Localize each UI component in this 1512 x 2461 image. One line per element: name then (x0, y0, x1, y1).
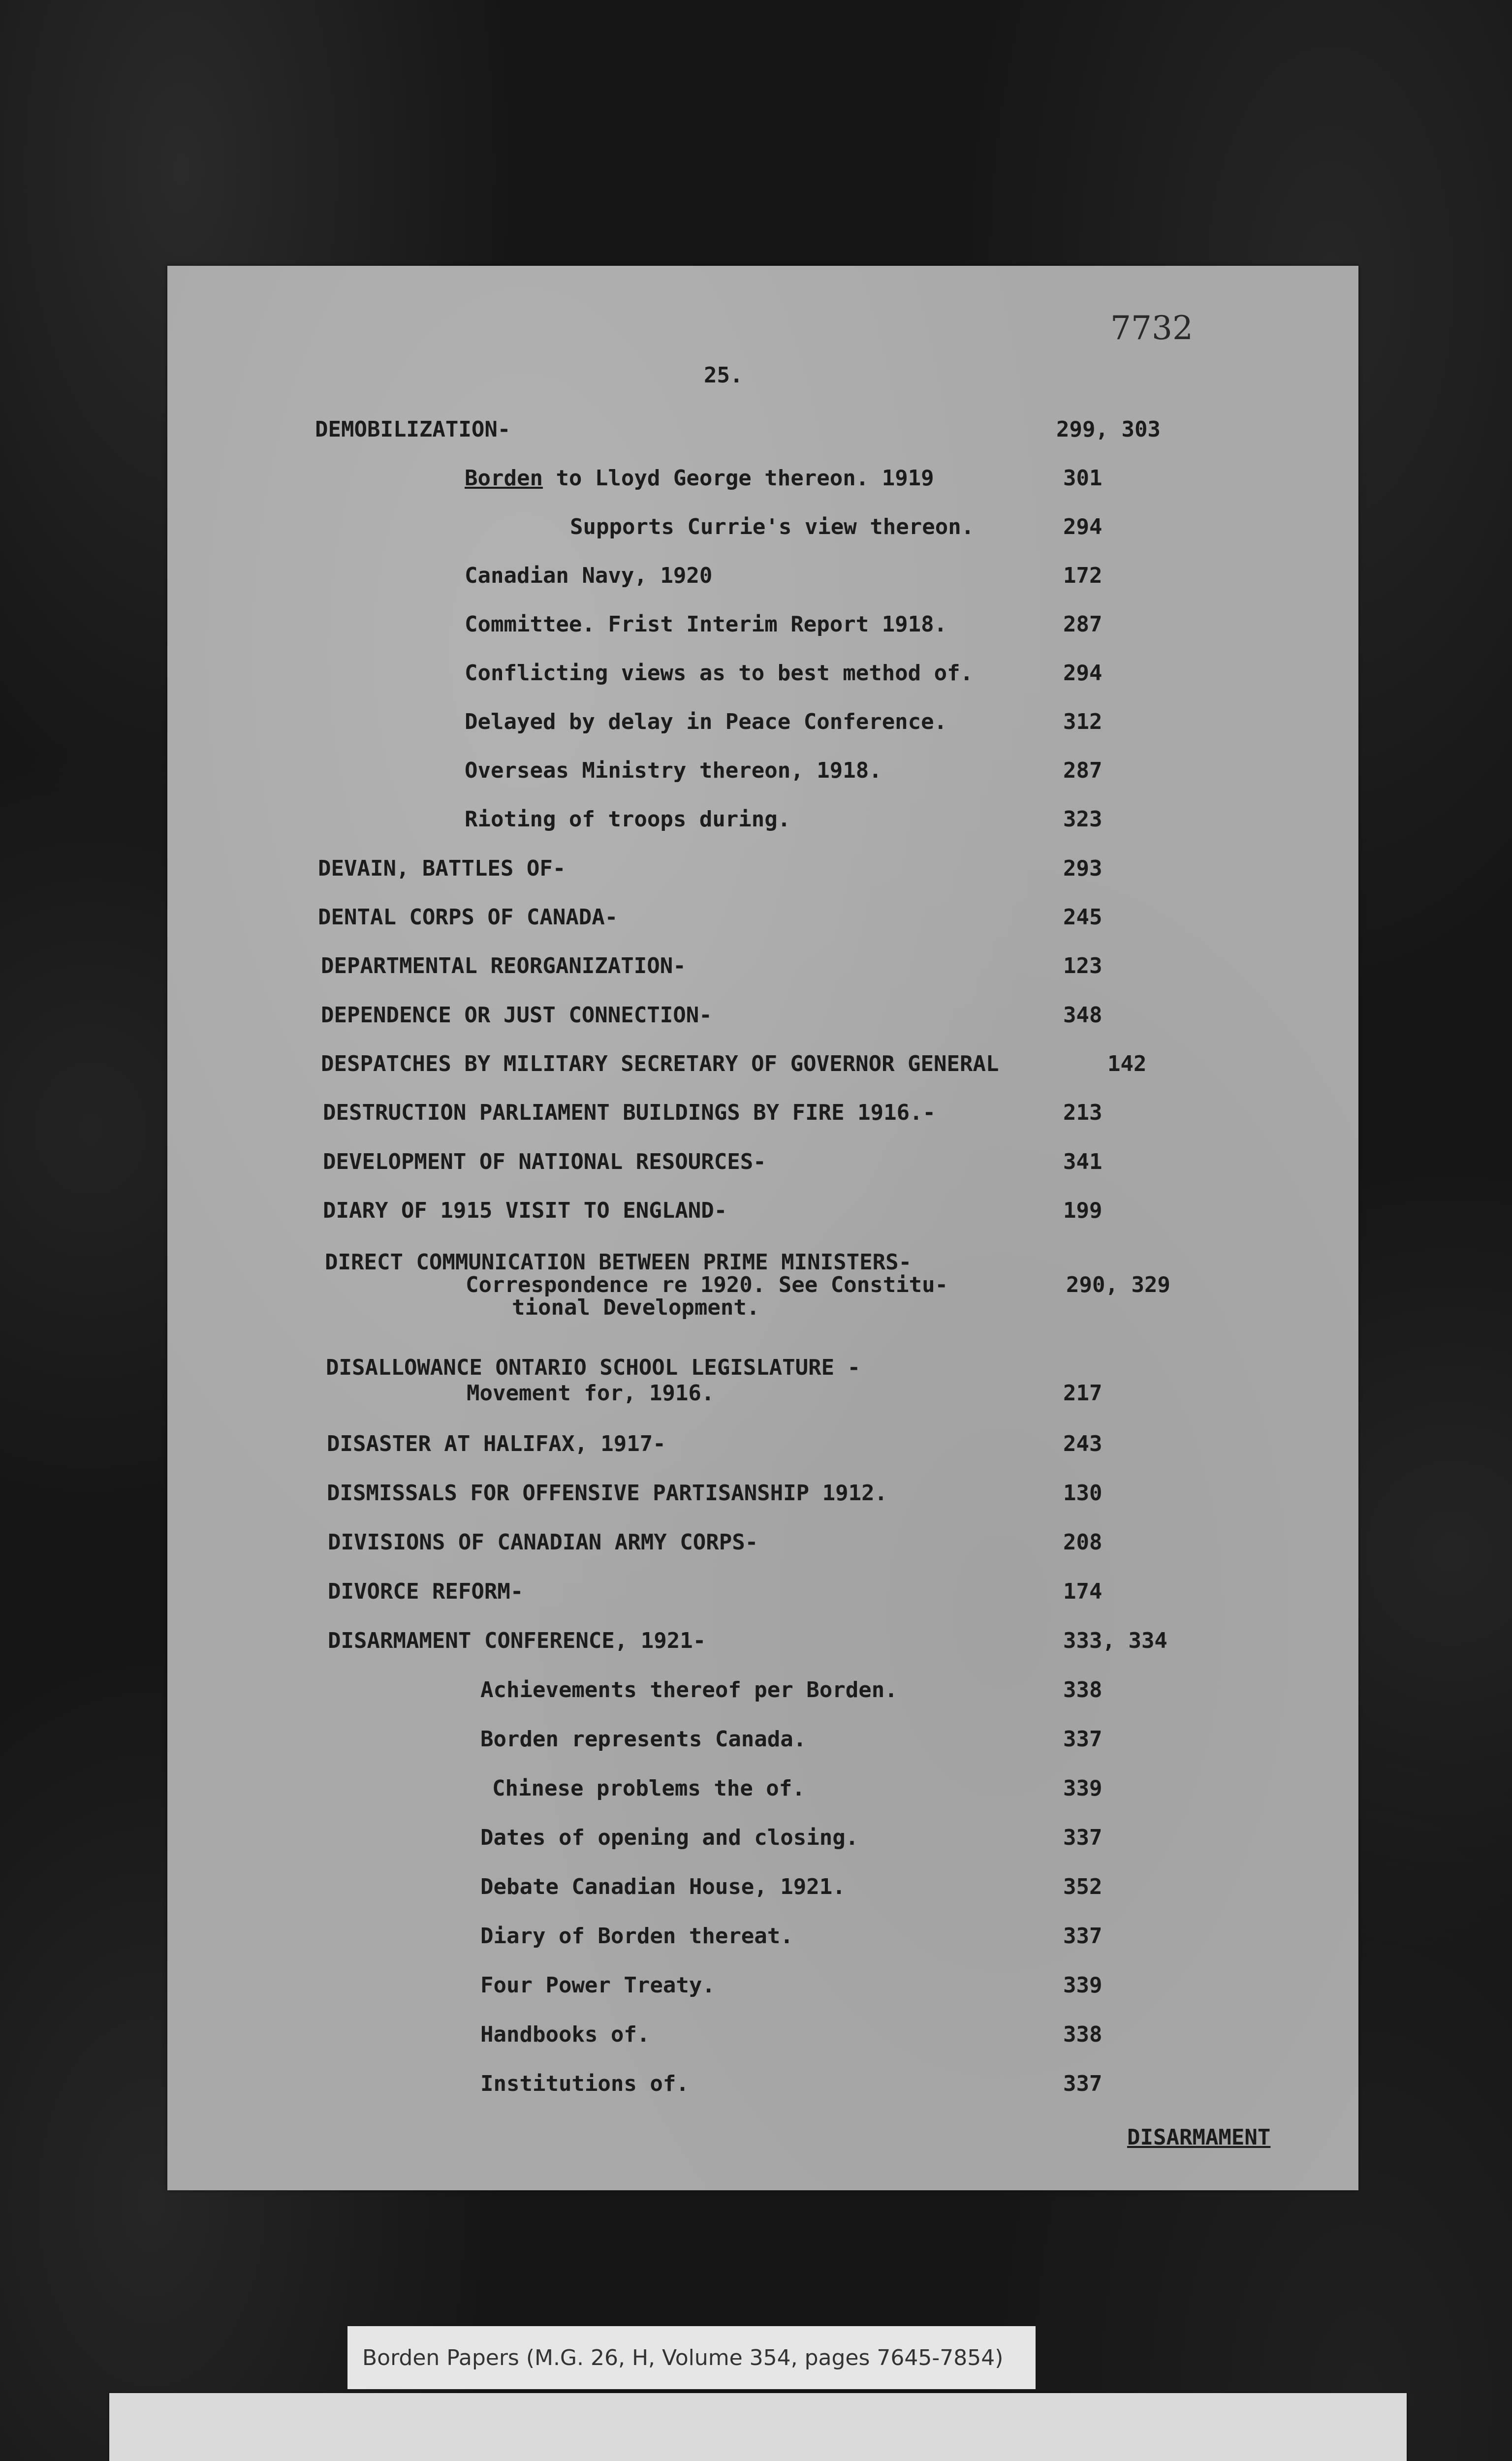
entry-pages: 337 (1063, 1825, 1102, 1850)
entry-label: DEVAIN, BATTLES OF- (318, 856, 566, 881)
entry-label: DIVISIONS OF CANADIAN ARMY CORPS- (328, 1530, 758, 1555)
index-entry (167, 1294, 1358, 1324)
index-entry (167, 855, 1358, 885)
entry-pages: 130 (1063, 1481, 1102, 1506)
entry-label: DISMISSALS FOR OFFENSIVE PARTISANSHIP 1912. (327, 1481, 888, 1506)
entry-label: Borden to Lloyd George thereon. 1919 (465, 466, 934, 491)
index-entry (167, 1380, 1358, 1410)
entry-pages: 301 (1063, 466, 1102, 491)
index-entry (167, 1726, 1358, 1756)
catchword: DISARMAMENT (1127, 2125, 1271, 2150)
index-entry (167, 709, 1358, 738)
index-entry (167, 757, 1358, 787)
index-entry (167, 806, 1358, 836)
entry-pages: 352 (1063, 1874, 1102, 1899)
entry-label: Conflicting views as to best method of. (465, 661, 974, 686)
index-entry (167, 1198, 1358, 1227)
document-page (167, 266, 1358, 2190)
entry-pages: 299, 303 (1056, 417, 1161, 442)
entry-label: DISASTER AT HALIFAX, 1917- (327, 1431, 666, 1456)
reference-text: Borden Papers (M.G. 26, H, Volume 354, pages 7645-7854) (362, 2345, 1004, 2370)
index-entry (167, 514, 1358, 543)
entry-pages: 333, 334 (1063, 1628, 1167, 1653)
entry-label: Borden represents Canada. (480, 1727, 807, 1752)
entry-pages: 312 (1063, 709, 1102, 734)
entry-label: Chinese problems the of. (492, 1776, 805, 1801)
entry-label: Rioting of troops during. (465, 807, 791, 832)
entry-label: Supports Currie's view thereon. (570, 514, 975, 539)
index-entry (167, 1149, 1358, 1178)
index-entry (167, 1775, 1358, 1805)
entry-pages: 213 (1063, 1100, 1102, 1125)
entry-label: DISARMAMENT CONFERENCE, 1921- (328, 1628, 706, 1653)
index-entry (167, 2021, 1358, 2051)
entry-pages: 339 (1063, 1973, 1102, 1998)
entry-label: Canadian Navy, 1920 (465, 563, 713, 588)
entry-pages: 337 (1063, 2071, 1102, 2096)
entry-pages: 243 (1063, 1431, 1102, 1456)
entry-label: DISALLOWANCE ONTARIO SCHOOL LEGISLATURE - (326, 1355, 861, 1380)
index-entry (167, 953, 1358, 982)
index-entry (167, 1628, 1358, 1657)
entry-pages: 199 (1063, 1198, 1102, 1223)
entry-label: DEPENDENCE OR JUST CONNECTION- (321, 1003, 712, 1028)
index-entry (167, 1529, 1358, 1559)
entry-label: Correspondence re 1920. See Constitu- (466, 1272, 948, 1297)
entry-pages: 338 (1063, 1677, 1102, 1703)
entry-label: Achievements thereof per Borden. (480, 1677, 898, 1703)
index-entry (167, 1002, 1358, 1032)
entry-label: DIARY OF 1915 VISIT TO ENGLAND- (323, 1198, 727, 1223)
entry-pages: 174 (1063, 1579, 1102, 1604)
entry-label: Four Power Treaty. (480, 1973, 715, 1998)
entry-pages: 337 (1063, 1727, 1102, 1752)
entry-label: Handbooks of. (480, 2022, 650, 2047)
entry-pages: 287 (1063, 758, 1102, 783)
index-entry (167, 2071, 1358, 2100)
index-entry (167, 1051, 1358, 1080)
entry-label: Delayed by delay in Peace Conference. (465, 709, 947, 734)
entry-pages: 341 (1063, 1149, 1102, 1174)
entry-label: Movement for, 1916. (467, 1381, 715, 1406)
index-entry (167, 1355, 1358, 1384)
entry-pages: 290, 329 (1066, 1272, 1170, 1297)
entry-pages: 142 (1107, 1051, 1147, 1076)
entry-pages: 338 (1063, 2022, 1102, 2047)
entry-pages: 293 (1063, 856, 1102, 881)
entry-label: Dates of opening and closing. (480, 1825, 859, 1850)
entry-label: Debate Canadian House, 1921. (480, 1874, 846, 1899)
entry-pages: 245 (1063, 905, 1102, 930)
page-number: 25. (704, 363, 743, 388)
index-entry (167, 1100, 1358, 1129)
entry-label: DESPATCHES BY MILITARY SECRETARY OF GOVERNOR GENERAL (321, 1051, 999, 1076)
index-entry (167, 1874, 1358, 1903)
entry-pages: 294 (1063, 514, 1102, 539)
entry-label: tional Development. (512, 1295, 760, 1320)
reference-slip (347, 2326, 1036, 2389)
index-entry (167, 1677, 1358, 1706)
entry-label: Diary of Borden thereat. (480, 1924, 793, 1949)
entry-label: DIVORCE REFORM- (328, 1579, 524, 1604)
index-entry (167, 1431, 1358, 1460)
entry-label: DEPARTMENTAL REORGANIZATION- (321, 953, 686, 978)
underlined-word: Borden (465, 466, 543, 491)
entry-pages: 217 (1063, 1381, 1102, 1406)
entry-label: Institutions of. (480, 2071, 689, 2096)
index-entry (167, 563, 1358, 592)
entry-label: DIRECT COMMUNICATION BETWEEN PRIME MINISTERS- (325, 1250, 912, 1275)
entry-label: Overseas Ministry thereon, 1918. (465, 758, 882, 783)
index-entry (167, 904, 1358, 934)
index-entry (167, 1578, 1358, 1608)
index-entry (167, 1972, 1358, 2002)
entry-label: DEMOBILIZATION- (315, 417, 511, 442)
entry-pages: 294 (1063, 661, 1102, 686)
index-entry (167, 660, 1358, 690)
index-entry (167, 1825, 1358, 1854)
index-entry (167, 416, 1358, 446)
stamp-number: 7732 (1110, 309, 1193, 347)
index-entry (167, 1923, 1358, 1953)
index-entry (167, 465, 1358, 495)
entry-label: DESTRUCTION PARLIAMENT BUILDINGS BY FIRE 1916.- (323, 1100, 936, 1125)
index-entry (167, 611, 1358, 641)
entry-pages: 287 (1063, 612, 1102, 637)
entry-pages: 172 (1063, 563, 1102, 588)
index-entry (167, 1480, 1358, 1510)
entry-pages: 348 (1063, 1003, 1102, 1028)
entry-label: DENTAL CORPS OF CANADA- (318, 905, 618, 930)
entry-pages: 339 (1063, 1776, 1102, 1801)
entry-label: Committee. Frist Interim Report 1918. (465, 612, 947, 637)
entry-pages: 208 (1063, 1530, 1102, 1555)
entry-pages: 337 (1063, 1924, 1102, 1949)
entry-label: DEVELOPMENT OF NATIONAL RESOURCES- (323, 1149, 766, 1174)
archives-card (109, 2393, 1407, 2461)
entry-pages: 323 (1063, 807, 1102, 832)
entry-pages: 123 (1063, 953, 1102, 978)
